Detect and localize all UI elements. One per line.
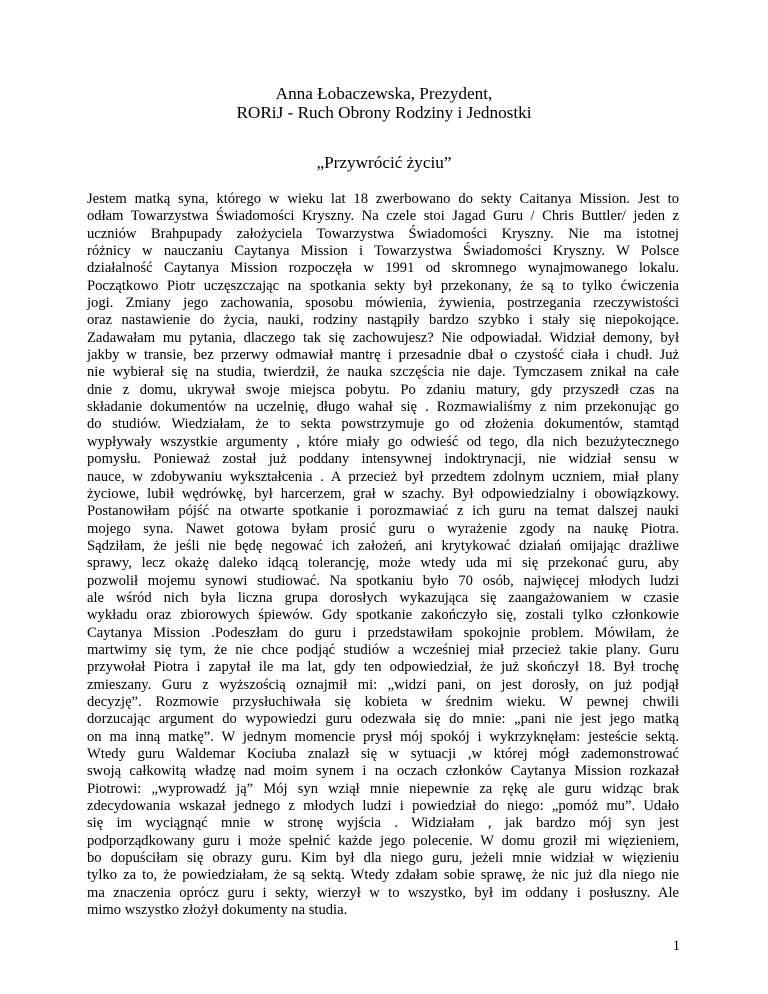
body-line: zdecydowania wskazał jednego z młodych ludzi i powiedział do niego: „pomóż mu”. Udało (87, 798, 679, 815)
body-line: ale wśród nich była liczna grupa dorosłych wykazująca się zaangażowaniem w czasie (87, 589, 679, 606)
body-line: zmieszany. Guru z wyższością oznajmił mi: „widzi pani, on jest dorosły, on już podjął (87, 676, 679, 693)
body-line: nauce, w zdobywaniu wykształcenia . A przecież był przedtem zdolnym uczniem, miał plany (87, 468, 679, 485)
body-line: tylko za to, że powiedziałam, że są sektą. Wtedy zdałam sobie sprawę, że nic już dla niego nie (87, 867, 679, 884)
body-line: wypływały wszystkie argumenty , które miały go odwieść od tego, dla nich bezużytecznego (87, 433, 679, 450)
body-line: pomysłu. Ponieważ został już poddany intensywnej indoktrynacji, nie widział sensu w (87, 451, 679, 468)
body-line: ma znaczenia oprócz guru i sekty, wierzył w to wszystko, był im oddany i posłuszny. Ale (87, 884, 679, 901)
author-line: Anna Łobaczewska, Prezydent, (275, 84, 493, 103)
body-text (87, 191, 679, 919)
body-line: Caytanya Mission .Podeszłam do guru i przedstawiłam spokojnie problem. Mówiłam, że (87, 624, 679, 641)
body-line: różnicy w nauczaniu Caytanya Mission i Towarzystwa Świadomości Kryszny. W Polsce (87, 243, 679, 260)
body-line: swoją całkowitą władzę nad moim synem i na oczach członków Caytanya Mission rozkazał (87, 763, 679, 780)
body-line: bo dopuściłam się obrazy guru. Kim był dla niego guru, jeżeli mnie widział w więzieniu (87, 850, 679, 867)
body-line: przywołał Piotra i zapytał ile ma lat, gdy ten odpowiedział, że już skończył 18. Był trochę (87, 659, 679, 676)
body-line: do studiów. Wiedziałam, że to sekta powstrzymuje go od złożenia dokumentów, stamtąd (87, 416, 679, 433)
body-line: Zadawałam mu pytania, dlaczego tak się zachowujesz? Nie odpowiadał. Widział demony, był (87, 329, 679, 346)
body-line: odłam Towarzystwa Świadomości Kryszny. Na czele stoi Jagad Guru / Chris Buttler/ jeden z (87, 208, 679, 225)
body-line: jogi. Zmiany jego zachowania, sposobu mówienia, żywienia, postrzegania rzeczywistości (87, 295, 679, 312)
body-line: się im wyciągnąć mnie w stronę wyjścia . Widziałam , jak bardzo mój syn jest (87, 815, 679, 832)
page-number: 1 (672, 938, 680, 954)
body-line: wykładu oraz zbiorowych śpiewów. Gdy spotkanie zakończyło się, zostali tylko członkowie (87, 607, 679, 624)
body-line: mimo wszystko złożył dokumenty na studia. (87, 902, 348, 919)
body-line: oraz nastawienie do życia, nauki, rodziny nastąpiły bardzo szybko i stały się niepokojące. (87, 312, 679, 329)
body-line: dnie z domu, ukrywał swoje miejsca pobytu. Po zdaniu matury, gdy przyszedł czas na (87, 381, 679, 398)
document-header (0, 84, 768, 122)
organization-line: RORiJ - Ruch Obrony Rodziny i Jednostki (236, 103, 532, 122)
body-line: mojego syna. Nawet gotowa byłam prosić guru o wyrażenie zgody na naukę Piotra. (87, 520, 679, 537)
body-line: dorzucając argument do wypowiedzi guru odezwała się do mnie: „pani nie jest jego matką (87, 711, 679, 728)
document-title: „Przywrócić życiu” (316, 153, 452, 172)
body-line: Wtedy guru Waldemar Kociuba znalazł się w sytuacji ,w której mógł zademonstrować (87, 746, 679, 762)
body-line: on ma inną matkę”. W jednym momencie prysł mój spokój i wykrzyknęłam: jesteście sektą. (87, 728, 679, 745)
body-line: nie wybierał się na studia, twierdził, że nauka szczęścia nie daje. Tymczasem znikał na całe (87, 364, 679, 381)
body-line: Sądziłam, że jeśli nie będę negować ich założeń, ani krytykować działań omijając drażliwe (87, 537, 679, 554)
body-line: martwimy się tym, że nie chce podjąć studiów a wcześniej miał przecież takie plany. Guru (87, 641, 679, 658)
body-line: uczniów Brahpupady założyciela Towarzystwa Świadomości Kryszny. Nie ma istotnej (87, 225, 679, 242)
body-line: podporządkowany guru i może spełnić każde jego polecenie. W domu groził mi więzieniem, (87, 832, 679, 849)
body-line: decyzję”. Rozmowie przysłuchiwała się kobieta w średnim wieku. W pewnej chwili (87, 693, 679, 710)
body-line: życiowe, lubił wędrówkę, był harcerzem, grał w szachy. Był odpowiedzialny i obowiązkowy. (87, 485, 679, 502)
body-line: Piotrowi: „wyprowadź ją” Mój syn wziął mnie niepewnie za rękę ale guru widząc brak (87, 780, 679, 797)
body-line: sprawy, lecz okażę daleko idącą tolerancję, może wtedy uda mi się przekonać guru, aby (87, 555, 679, 572)
body-line: działalność Caytanya Mission rozpoczęła w 1991 od skromnego wynajmowanego lokalu. (87, 260, 679, 277)
body-line: jakby w transie, bez przerwy odmawiał mantrę i przesadnie dbał o czystość ciała i chudł. Już (87, 347, 679, 364)
body-line: Jestem matką syna, którego w wieku lat 18 zwerbowano do sekty Caitanya Mission. Jest to (87, 191, 679, 207)
body-line: Początkowo Piotr uczęszczając na spotkania sekty był przekonany, że są to tylko ćwiczenia (87, 277, 679, 294)
body-line: pozwolił mojemu synowi studiować. Na spotkaniu było 70 osób, najwięcej młodych ludzi (87, 572, 679, 589)
body-line: Postanowiłam pójść na otwarte spotkanie i porozmawiać z ich guru na temat dalszej nauki (87, 503, 679, 520)
body-line: składanie dokumentów na uczelnię, długo wahał się . Rozmawialiśmy z nim przekonując go (87, 399, 679, 416)
